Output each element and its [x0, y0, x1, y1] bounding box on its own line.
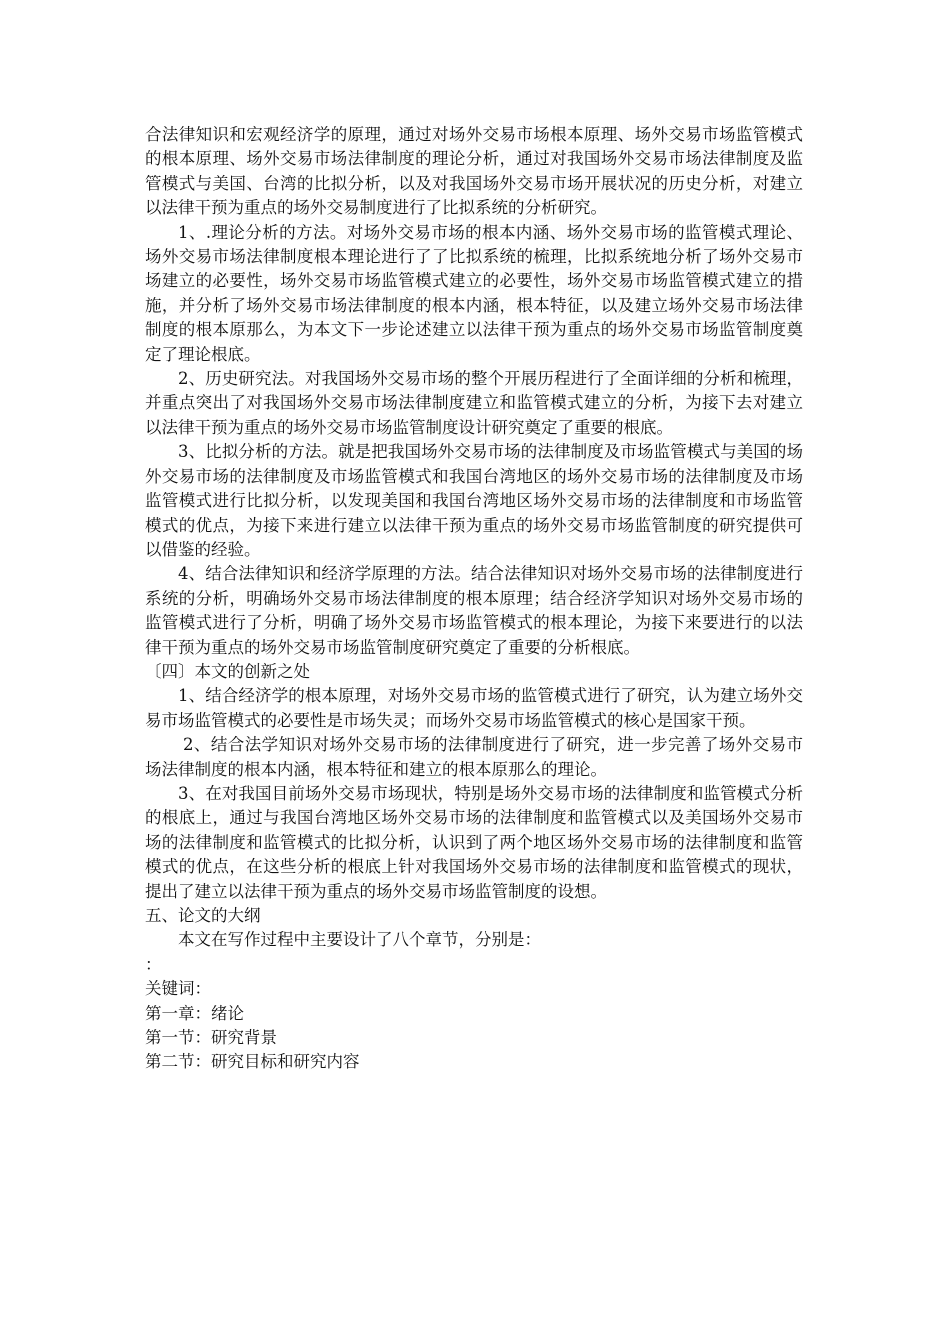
- chapter-1-heading: 第一章：绪论: [145, 1003, 244, 1023]
- method-comparison-paragraph: 3、比拟分析的方法。就是把我国场外交易市场的法律制度及市场监管模式与美国的场外交易市场的法律制度及市场监管模式和我国台湾地区的场外交易市场的法律制度及市场监管模式进行比拟分析，以发现美国和我国台湾地区场外交易市场的法律制度和市场监管模式的优点，为接下来进行建立以法律干预为重点的场外交易市场监管制度的研究提供可以借鉴的经验。: [145, 442, 803, 559]
- method-law-economics-paragraph: 4、结合法律知识和经济学原理的方法。结合法律知识对场外交易市场的法律制度进行系统的分析，明确场外交易市场法律制度的根本原理；结合经济学知识对场外交易市场的监管模式进行了分析，明确了场外交易市场监管模式的根本理论，为接下来要进行的以法律干预为重点的场外交易市场监管制度研究奠定了重要的分析根底。: [145, 564, 803, 657]
- document-body: [145, 123, 803, 1075]
- innovation-1-paragraph: 1、结合经济学的根本原理，对场外交易市场的监管模式进行了研究，认为建立场外交易市场监管模式的必要性是市场失灵；而场外交易市场监管模式的核心是国家干预。: [145, 686, 803, 730]
- innovation-2-paragraph: 2、结合法学知识对场外交易市场的法律制度进行了研究，进一步完善了场外交易市场法律制度的根本内涵，根本特征和建立的根本原那么的理论。: [145, 735, 803, 779]
- innovation-3-paragraph: 3、在对我国目前场外交易市场现状，特别是场外交易市场的法律制度和监管模式分析的根底上，通过与我国台湾地区场外交易市场的法律制度和监管模式以及美国场外交易市场的法律制度和监管模式的比拟分析，认识到了两个地区场外交易市场的法律制度和监管模式的优点，在这些分析的根底上针对我国场外交易市场的法律制度和监管模式的现状，提出了建立以法律干预为重点的场外交易市场监管制度的设想。: [145, 783, 803, 901]
- section-2-heading: 第二节：研究目标和研究内容: [145, 1052, 360, 1072]
- colon-line: ：: [145, 954, 162, 974]
- innovation-heading: 〔四〕本文的创新之处: [145, 661, 310, 681]
- method-history-paragraph: 2、历史研究法。对我国场外交易市场的整个开展历程进行了全面详细的分析和梳理，并重点突出了对我国场外交易市场法律制度建立和监管模式建立的分析，为接下去对建立以法律干预为重点的场外交易市场监管制度设计研究奠定了重要的根底。: [145, 369, 803, 437]
- intro-paragraph: 合法律知识和宏观经济学的原理，通过对场外交易市场根本原理、场外交易市场监管模式的根本原理、场外交易市场法律制度的理论分析，通过对我国场外交易市场法律制度及监管模式与美国、台湾的比拟分析，以及对我国场外交易市场开展状况的历史分析，对建立以法律干预为重点的场外交易制度进行了比拟系统的分析研究。: [145, 125, 803, 218]
- outline-intro-paragraph: 本文在写作过程中主要设计了八个章节，分别是：: [178, 930, 541, 950]
- keywords-line: 关键词：: [145, 979, 211, 999]
- method-theory-paragraph: 1、.理论分析的方法。对场外交易市场的根本内涵、场外交易市场的监管模式理论、场外交易市场法律制度根本理论进行了了比拟系统的梳理，比拟系统地分析了场外交易市场建立的必要性，场外交易市场监管模式建立的必要性，场外交易市场监管模式建立的措施，并分析了场外交易市场法律制度的根本内涵，根本特征，以及建立场外交易市场法律制度的根本原那么，为本文下一步论述建立以法律干预为重点的场外交易市场监管制度奠定了理论根底。: [145, 222, 803, 364]
- outline-heading: 五、论文的大纲: [145, 906, 261, 925]
- section-1-heading: 第一节：研究背景: [145, 1028, 277, 1048]
